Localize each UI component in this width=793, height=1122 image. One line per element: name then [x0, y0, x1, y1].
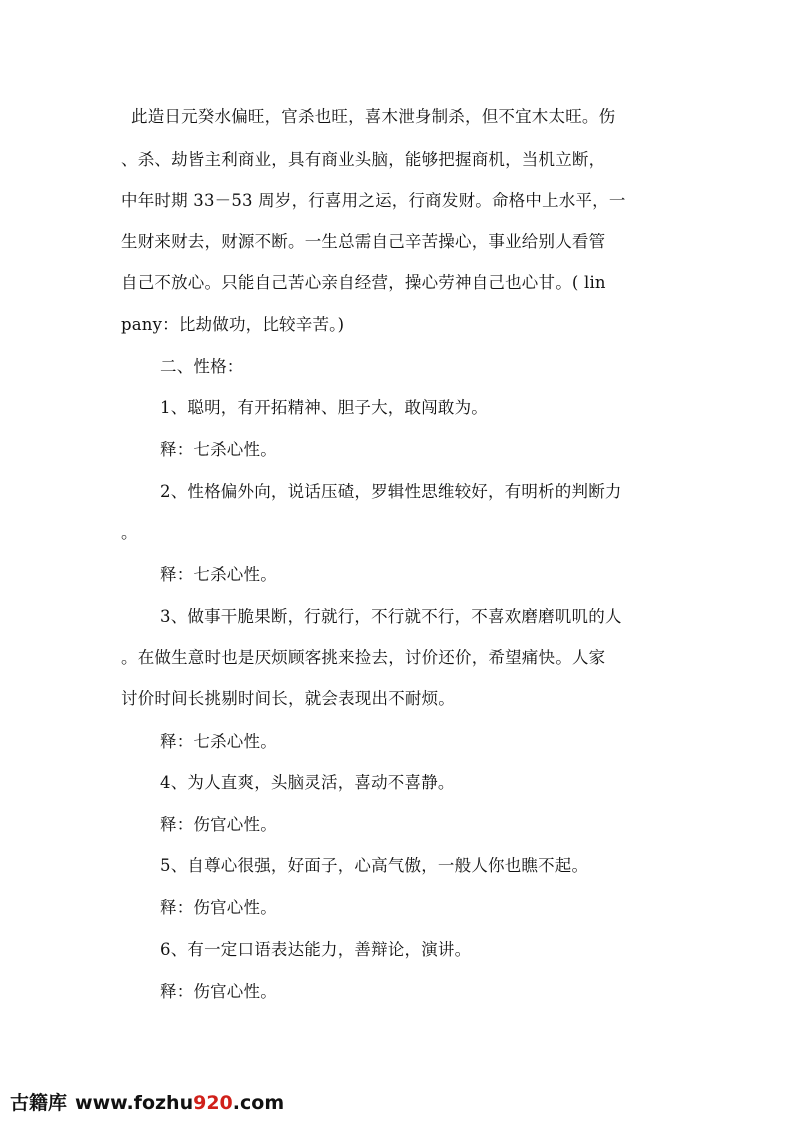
- section-heading: 二、性格：: [160, 357, 244, 376]
- text-line: 此造日元癸水偏旺，官杀也旺，喜木泄身制杀，但不宜木太旺。伤: [131, 107, 616, 126]
- explanation-line: 释：伤官心性。: [160, 898, 277, 917]
- site-watermark: [10, 1088, 284, 1115]
- explanation-line: 释：七杀心性。: [160, 565, 277, 584]
- list-item: 6、有一定口语表达能力，善辩论，演讲。: [160, 940, 472, 959]
- site-url-number: 920: [193, 1092, 233, 1114]
- text-line: 自己不放心。只能自己苦心亲自经营，操心劳神自己也心甘。( lin: [121, 273, 606, 292]
- list-item: 4、为人直爽，头脑灵活，喜动不喜静。: [160, 773, 455, 792]
- site-url-prefix: www.fozhu: [75, 1092, 194, 1114]
- text-line: 。: [121, 523, 138, 542]
- explanation-line: 释：七杀心性。: [160, 732, 277, 751]
- text-line: 讨价时间长挑剔时间长，就会表现出不耐烦。: [121, 689, 455, 708]
- text-line: pany：比劫做功，比较辛苦。): [121, 315, 345, 334]
- site-url-suffix: .com: [232, 1092, 285, 1114]
- list-item: 2、性格偏外向，说话压碴，罗辑性思维较好，有明析的判断力: [160, 482, 622, 501]
- text-line: 、杀、劫皆主利商业，具有商业头脑，能够把握商机，当机立断，: [121, 150, 606, 169]
- text-line: 生财来财去，财源不断。一生总需自己辛苦操心，事业给别人看管: [121, 232, 606, 251]
- site-brand: 古籍库: [10, 1092, 68, 1114]
- text-line: 中年时期 33－53 周岁，行喜用之运，行商发财。命格中上水平，一: [121, 191, 626, 210]
- list-item: 1、聪明，有开拓精神、胆子大，敢闯敢为。: [160, 398, 488, 417]
- explanation-line: 释：伤官心性。: [160, 815, 277, 834]
- list-item: 5、自尊心很强，好面子，心高气傲，一般人你也瞧不起。: [160, 856, 589, 875]
- text-line: 。在做生意时也是厌烦顾客挑来捡去，讨价还价，希望痛快。人家: [121, 648, 606, 667]
- list-item: 3、做事干脆果断，行就行，不行就不行，不喜欢磨磨叽叽的人: [160, 607, 622, 626]
- explanation-line: 释：伤官心性。: [160, 982, 277, 1001]
- explanation-line: 释：七杀心性。: [160, 440, 277, 459]
